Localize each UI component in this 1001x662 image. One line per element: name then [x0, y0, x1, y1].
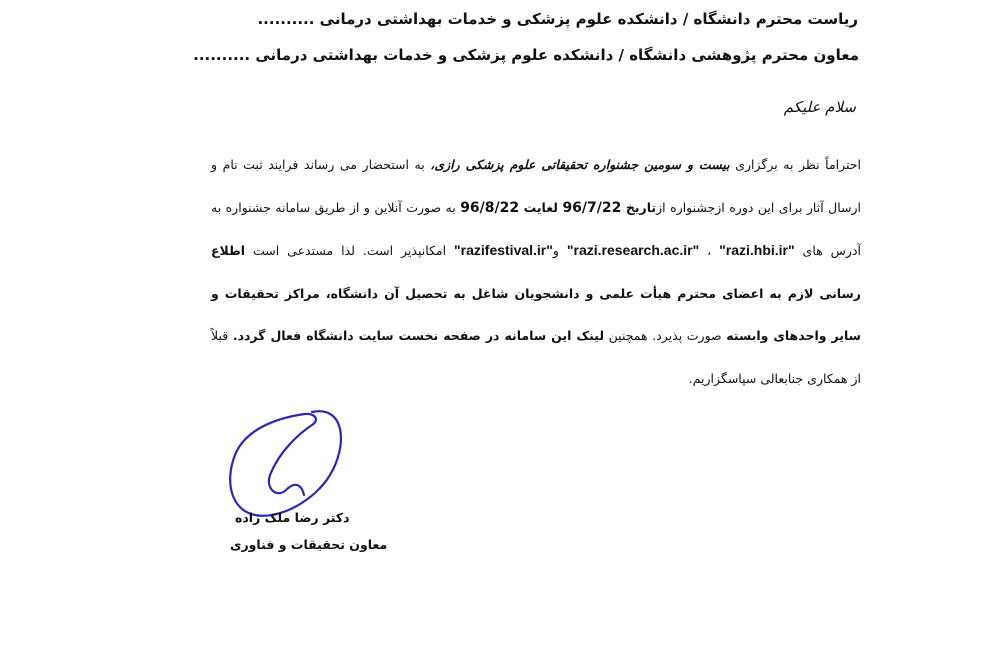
signer-title: معاون تحقیقات و فناوری — [230, 537, 388, 552]
addressee-line-1: ریاست محترم دانشگاه / دانشکده علوم پزشکی و خدمات بهداشتی درمانی .......... — [257, 10, 858, 28]
body-text: به صورت آنلاین و از طریق سامانه جشنواره به آدرس های — [211, 199, 861, 258]
signature-block — [220, 400, 420, 580]
closing-thanks: قبلاً از همکاری جنابعالی سپاسگزاریم. — [211, 328, 861, 386]
url-razi-research: "razi.research.ac.ir" — [566, 242, 700, 258]
until-label: لغایت — [523, 199, 558, 215]
body-emphasis-link: لینک این سامانه در صفحه نخست سایت دانشگاه فعال گردد. — [232, 328, 605, 343]
url-razifestival: "razifestival.ir" — [454, 242, 553, 258]
body-emphasis: اطلاع رسانی لازم به اعضای محترم هیأت علمی و دانشجویان شاغل به تحصیل آن دانشگاه، مراکز تحقیقات و سایر واحدهای وابسته — [211, 243, 861, 343]
addressee-line-2: معاون محترم پژوهشی دانشگاه / دانشکده علوم پزشکی و خدمات بهداشتی درمانی .......... — [193, 46, 859, 64]
body-text: امکانپذیر است. لذا مستدعی است — [253, 243, 447, 258]
festival-name: بیست و سومین جشنواره تحقیقاتی علوم پزشکی رازی، — [430, 157, 730, 172]
url-razi-hbi: "razi.hbi.ir" — [719, 242, 795, 258]
salutation: سلام علیکم — [783, 98, 856, 116]
body-text: صورت پذیرد. همچنین — [608, 328, 722, 343]
signer-name: دکتر رضا ملک زاده — [235, 510, 350, 525]
body-text: احتراماً نظر به برگزاری — [735, 157, 861, 172]
body-text: به استحضار می رساند فرایند ثبت نام و ارسال آثار برای این دوره ازجشنواره از — [211, 157, 862, 215]
date-label: تاریخ — [625, 199, 657, 215]
letter-body: احتراماً نظر به برگزاری بیست و سومین جشنواره تحقیقاتی علوم پزشکی رازی، به استحضار می رساند فرایند ثبت نام و ارسال آثار برای این دوره ازجشنواره ازتاریخ 96/7/22 لغایت 96/8/22 به صورت آنلاین و از طریق سامانه جشنواره به آدرس های "razi.hbi.ir" ، "razi.research.ac.ir" و"razifestival.ir" امکانپذیر است. لذا مستدعی است اطلاع رسانی لازم به اعضای محترم هیأت علمی و دانشجویان شاغل به تحصیل آن دانشگاه، مراکز تحقیقات و سایر واحدهای وابسته صورت پذیرد. همچنین لینک این سامانه در صفحه نخست سایت دانشگاه فعال گردد. قبلاً از همکاری جنابعالی سپاسگزاریم. — [211, 157, 862, 386]
start-date: 96/7/22 — [562, 199, 622, 216]
end-date: 96/8/22 — [460, 199, 520, 216]
